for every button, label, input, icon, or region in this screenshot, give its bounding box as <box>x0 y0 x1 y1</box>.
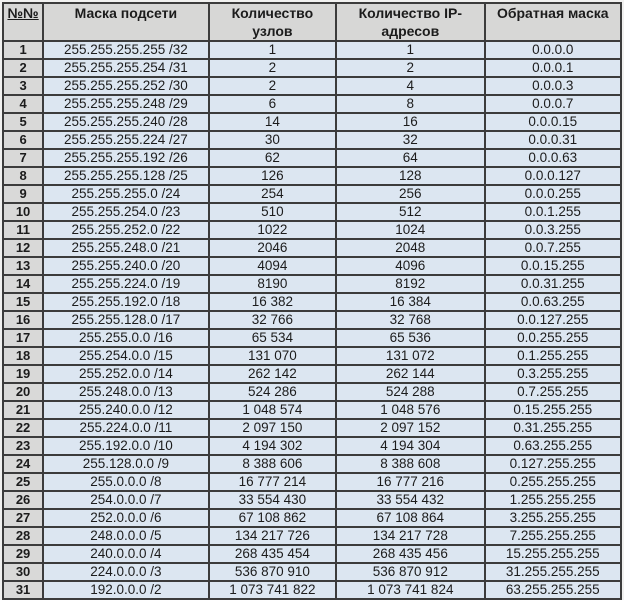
host-count-cell: 33 554 430 <box>209 491 336 509</box>
subnet-mask-cell: 255.255.255.240 /28 <box>43 113 209 131</box>
subnet-mask-cell: 255.248.0.0 /13 <box>43 383 209 401</box>
row-number-cell: 11 <box>3 221 43 239</box>
wildcard-mask-cell: 0.63.255.255 <box>485 437 621 455</box>
subnet-mask-cell: 255.240.0.0 /12 <box>43 401 209 419</box>
row-number-cell: 1 <box>3 41 43 59</box>
host-count-cell: 2046 <box>209 239 336 257</box>
host-count-cell: 134 217 726 <box>209 527 336 545</box>
host-count-cell: 8190 <box>209 275 336 293</box>
ip-count-cell: 1024 <box>336 221 484 239</box>
ip-count-cell: 128 <box>336 167 484 185</box>
host-count-cell: 4094 <box>209 257 336 275</box>
wildcard-mask-cell: 0.0.3.255 <box>485 221 621 239</box>
table-row <box>3 563 621 581</box>
wildcard-mask-cell: 0.7.255.255 <box>485 383 621 401</box>
table-row <box>3 473 621 491</box>
ip-count-cell: 2 097 152 <box>336 419 484 437</box>
wildcard-mask-cell: 0.0.0.1 <box>485 59 621 77</box>
wildcard-mask-cell: 31.255.255.255 <box>485 563 621 581</box>
subnet-mask-cell: 248.0.0.0 /5 <box>43 527 209 545</box>
subnet-mask-cell: 255.255.192.0 /18 <box>43 293 209 311</box>
table-row <box>3 41 621 59</box>
table-row <box>3 239 621 257</box>
subnet-mask-cell: 255.255.255.252 /30 <box>43 77 209 95</box>
wildcard-mask-cell: 0.1.255.255 <box>485 347 621 365</box>
wildcard-mask-cell: 0.0.0.15 <box>485 113 621 131</box>
subnet-table <box>2 2 622 600</box>
ip-count-cell: 33 554 432 <box>336 491 484 509</box>
wildcard-mask-cell: 0.31.255.255 <box>485 419 621 437</box>
wildcard-mask-cell: 0.0.127.255 <box>485 311 621 329</box>
wildcard-mask-cell: 63.255.255.255 <box>485 581 621 599</box>
ip-count-cell: 4096 <box>336 257 484 275</box>
host-count-cell: 1 073 741 822 <box>209 581 336 599</box>
host-count-cell: 8 388 606 <box>209 455 336 473</box>
host-count-cell: 2 <box>209 77 336 95</box>
ip-count-cell: 32 768 <box>336 311 484 329</box>
subnet-mask-cell: 255.224.0.0 /11 <box>43 419 209 437</box>
subnet-mask-cell: 255.254.0.0 /15 <box>43 347 209 365</box>
row-number-cell: 9 <box>3 185 43 203</box>
wildcard-mask-cell: 0.0.0.255 <box>485 185 621 203</box>
row-number-cell: 4 <box>3 95 43 113</box>
subnet-mask-cell: 255.255.240.0 /20 <box>43 257 209 275</box>
row-number-cell: 14 <box>3 275 43 293</box>
subnet-mask-cell: 255.128.0.0 /9 <box>43 455 209 473</box>
host-count-cell: 254 <box>209 185 336 203</box>
row-number-cell: 27 <box>3 509 43 527</box>
host-count-cell: 2 <box>209 59 336 77</box>
ip-count-cell: 131 072 <box>336 347 484 365</box>
wildcard-mask-cell: 3.255.255.255 <box>485 509 621 527</box>
table-row <box>3 383 621 401</box>
subnet-mask-cell: 255.0.0.0 /8 <box>43 473 209 491</box>
table-row <box>3 581 621 599</box>
subnet-mask-table <box>2 2 622 600</box>
table-row <box>3 347 621 365</box>
host-count-cell: 32 766 <box>209 311 336 329</box>
ip-count-cell: 8192 <box>336 275 484 293</box>
host-count-cell: 524 286 <box>209 383 336 401</box>
header-row <box>3 3 621 41</box>
host-count-cell: 268 435 454 <box>209 545 336 563</box>
wildcard-mask-cell: 0.0.255.255 <box>485 329 621 347</box>
wildcard-mask-cell: 0.0.63.255 <box>485 293 621 311</box>
table-row <box>3 257 621 275</box>
row-number-cell: 16 <box>3 311 43 329</box>
host-count-cell: 16 777 214 <box>209 473 336 491</box>
host-count-cell: 2 097 150 <box>209 419 336 437</box>
ip-count-cell: 65 536 <box>336 329 484 347</box>
row-number-cell: 17 <box>3 329 43 347</box>
table-row <box>3 59 621 77</box>
row-number-cell: 7 <box>3 149 43 167</box>
table-row <box>3 77 621 95</box>
host-count-cell: 16 382 <box>209 293 336 311</box>
ip-count-cell: 16 <box>336 113 484 131</box>
table-row <box>3 131 621 149</box>
subnet-mask-cell: 255.255.254.0 /23 <box>43 203 209 221</box>
table-row <box>3 221 621 239</box>
ip-count-cell: 32 <box>336 131 484 149</box>
table-row <box>3 311 621 329</box>
subnet-mask-cell: 192.0.0.0 /2 <box>43 581 209 599</box>
host-count-cell: 14 <box>209 113 336 131</box>
ip-count-cell: 8 <box>336 95 484 113</box>
wildcard-mask-cell: 0.15.255.255 <box>485 401 621 419</box>
row-number-cell: 26 <box>3 491 43 509</box>
ip-count-cell: 8 388 608 <box>336 455 484 473</box>
row-number-cell: 20 <box>3 383 43 401</box>
ip-count-cell: 268 435 456 <box>336 545 484 563</box>
col-header-subnet-mask: Маска подсети <box>43 3 209 41</box>
wildcard-mask-cell: 1.255.255.255 <box>485 491 621 509</box>
host-count-cell: 62 <box>209 149 336 167</box>
host-count-cell: 4 194 302 <box>209 437 336 455</box>
subnet-mask-cell: 240.0.0.0 /4 <box>43 545 209 563</box>
wildcard-mask-cell: 0.0.0.127 <box>485 167 621 185</box>
ip-count-cell: 4 <box>336 77 484 95</box>
table-row <box>3 527 621 545</box>
table-row <box>3 401 621 419</box>
row-number-cell: 24 <box>3 455 43 473</box>
host-count-cell: 1 <box>209 41 336 59</box>
col-header-number-label: №№ <box>7 5 39 21</box>
subnet-mask-cell: 255.255.255.248 /29 <box>43 95 209 113</box>
ip-count-cell: 262 144 <box>336 365 484 383</box>
table-row <box>3 509 621 527</box>
table-row <box>3 365 621 383</box>
row-number-cell: 31 <box>3 581 43 599</box>
host-count-cell: 131 070 <box>209 347 336 365</box>
ip-count-cell: 4 194 304 <box>336 437 484 455</box>
row-number-cell: 10 <box>3 203 43 221</box>
table-row <box>3 275 621 293</box>
ip-count-cell: 2048 <box>336 239 484 257</box>
row-number-cell: 13 <box>3 257 43 275</box>
host-count-cell: 536 870 910 <box>209 563 336 581</box>
row-number-cell: 12 <box>3 239 43 257</box>
row-number-cell: 8 <box>3 167 43 185</box>
ip-count-cell: 512 <box>336 203 484 221</box>
ip-count-cell: 64 <box>336 149 484 167</box>
subnet-mask-cell: 224.0.0.0 /3 <box>43 563 209 581</box>
row-number-cell: 18 <box>3 347 43 365</box>
subnet-table-body <box>3 41 621 599</box>
wildcard-mask-cell: 15.255.255.255 <box>485 545 621 563</box>
subnet-mask-cell: 255.255.255.224 /27 <box>43 131 209 149</box>
row-number-cell: 22 <box>3 419 43 437</box>
ip-count-cell: 1 <box>336 41 484 59</box>
row-number-cell: 6 <box>3 131 43 149</box>
subnet-mask-cell: 255.255.255.255 /32 <box>43 41 209 59</box>
row-number-cell: 5 <box>3 113 43 131</box>
row-number-cell: 15 <box>3 293 43 311</box>
wildcard-mask-cell: 0.0.0.7 <box>485 95 621 113</box>
wildcard-mask-cell: 0.0.0.0 <box>485 41 621 59</box>
subnet-mask-cell: 255.255.248.0 /21 <box>43 239 209 257</box>
subnet-mask-cell: 255.192.0.0 /10 <box>43 437 209 455</box>
subnet-mask-cell: 254.0.0.0 /7 <box>43 491 209 509</box>
wildcard-mask-cell: 0.0.7.255 <box>485 239 621 257</box>
row-number-cell: 25 <box>3 473 43 491</box>
host-count-cell: 1 048 574 <box>209 401 336 419</box>
subnet-mask-cell: 252.0.0.0 /6 <box>43 509 209 527</box>
ip-count-cell: 524 288 <box>336 383 484 401</box>
host-count-cell: 65 534 <box>209 329 336 347</box>
host-count-cell: 262 142 <box>209 365 336 383</box>
row-number-cell: 2 <box>3 59 43 77</box>
wildcard-mask-cell: 0.127.255.255 <box>485 455 621 473</box>
wildcard-mask-cell: 0.3.255.255 <box>485 365 621 383</box>
ip-count-cell: 1 048 576 <box>336 401 484 419</box>
table-row <box>3 545 621 563</box>
subnet-mask-cell: 255.255.255.254 /31 <box>43 59 209 77</box>
host-count-cell: 67 108 862 <box>209 509 336 527</box>
table-row <box>3 95 621 113</box>
table-row <box>3 185 621 203</box>
table-row <box>3 491 621 509</box>
row-number-cell: 29 <box>3 545 43 563</box>
subnet-mask-cell: 255.255.128.0 /17 <box>43 311 209 329</box>
subnet-mask-cell: 255.255.252.0 /22 <box>43 221 209 239</box>
wildcard-mask-cell: 0.0.0.31 <box>485 131 621 149</box>
wildcard-mask-cell: 0.0.15.255 <box>485 257 621 275</box>
table-header <box>3 3 621 41</box>
table-row <box>3 437 621 455</box>
row-number-cell: 30 <box>3 563 43 581</box>
wildcard-mask-cell: 0.0.0.3 <box>485 77 621 95</box>
table-row <box>3 293 621 311</box>
host-count-cell: 510 <box>209 203 336 221</box>
col-header-ip-count: Количество IP-адресов <box>336 3 484 41</box>
col-header-wildcard-mask: Обратная маска <box>485 3 621 41</box>
wildcard-mask-cell: 0.0.0.63 <box>485 149 621 167</box>
col-header-host-count: Количество узлов <box>209 3 336 41</box>
ip-count-cell: 2 <box>336 59 484 77</box>
host-count-cell: 6 <box>209 95 336 113</box>
table-row <box>3 329 621 347</box>
subnet-mask-cell: 255.255.255.0 /24 <box>43 185 209 203</box>
wildcard-mask-cell: 0.255.255.255 <box>485 473 621 491</box>
row-number-cell: 21 <box>3 401 43 419</box>
subnet-mask-cell: 255.252.0.0 /14 <box>43 365 209 383</box>
row-number-cell: 19 <box>3 365 43 383</box>
table-row <box>3 419 621 437</box>
subnet-mask-cell: 255.255.0.0 /16 <box>43 329 209 347</box>
ip-count-cell: 256 <box>336 185 484 203</box>
wildcard-mask-cell: 0.0.31.255 <box>485 275 621 293</box>
wildcard-mask-cell: 0.0.1.255 <box>485 203 621 221</box>
col-header-number <box>3 3 43 41</box>
table-row <box>3 149 621 167</box>
ip-count-cell: 16 777 216 <box>336 473 484 491</box>
table-row <box>3 203 621 221</box>
ip-count-cell: 16 384 <box>336 293 484 311</box>
table-row <box>3 113 621 131</box>
row-number-cell: 23 <box>3 437 43 455</box>
host-count-cell: 30 <box>209 131 336 149</box>
row-number-cell: 28 <box>3 527 43 545</box>
subnet-mask-cell: 255.255.255.192 /26 <box>43 149 209 167</box>
table-row <box>3 455 621 473</box>
host-count-cell: 126 <box>209 167 336 185</box>
table-row <box>3 167 621 185</box>
subnet-mask-cell: 255.255.255.128 /25 <box>43 167 209 185</box>
ip-count-cell: 67 108 864 <box>336 509 484 527</box>
subnet-mask-cell: 255.255.224.0 /19 <box>43 275 209 293</box>
ip-count-cell: 536 870 912 <box>336 563 484 581</box>
ip-count-cell: 134 217 728 <box>336 527 484 545</box>
row-number-cell: 3 <box>3 77 43 95</box>
wildcard-mask-cell: 7.255.255.255 <box>485 527 621 545</box>
ip-count-cell: 1 073 741 824 <box>336 581 484 599</box>
host-count-cell: 1022 <box>209 221 336 239</box>
